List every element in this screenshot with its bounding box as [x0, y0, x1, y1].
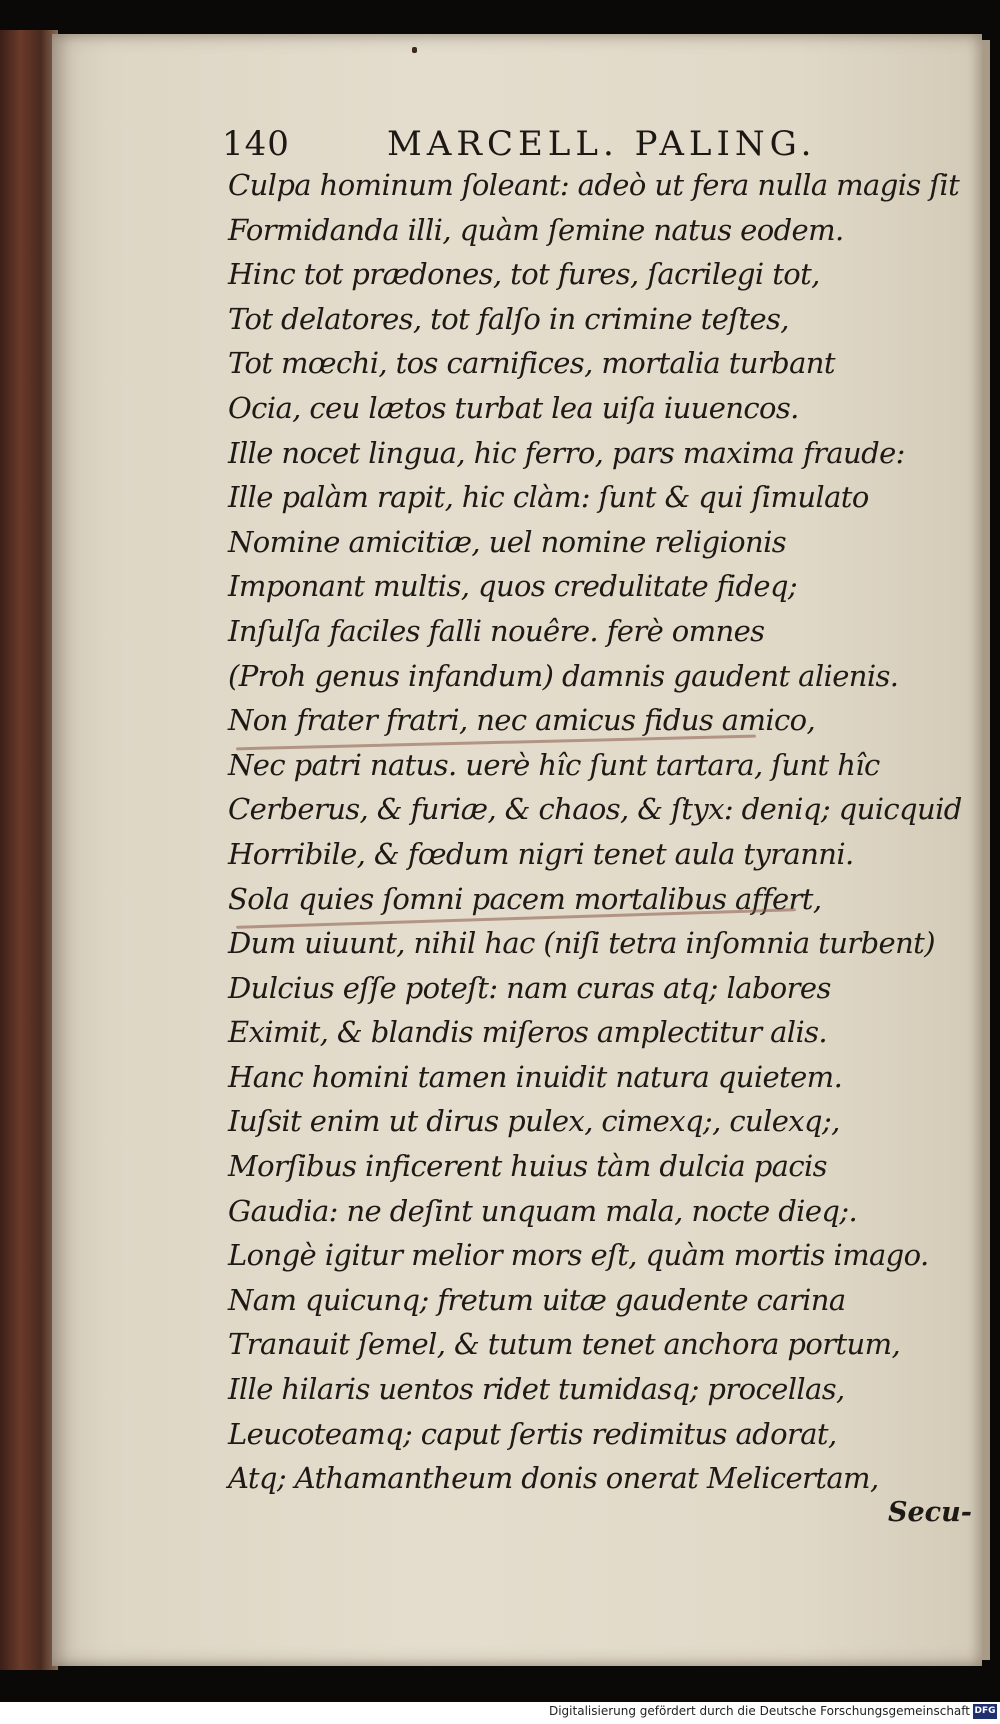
verse-line: Nam quicunq; fretum uitæ gaudente carina: [228, 1282, 846, 1317]
verse-line: Ille palàm rapit, hic clàm: ſunt & qui ſimulato: [228, 480, 869, 515]
verse-line: Cerberus, & furiæ, & chaos, & ſtyx: deniq; quicquid: [228, 792, 962, 827]
verse-line: Ille hilaris uentos ridet tumidasq; procellas,: [228, 1372, 845, 1407]
verse-line: Nomine amicitiæ, uel nomine religionis: [228, 524, 787, 559]
verse-line: Horribile, & fœdum nigri tenet aula tyranni.: [228, 836, 854, 871]
verse-line: Dulcius eſſe poteſt: nam curas atq; labores: [228, 970, 831, 1005]
verse-line: Ocia, ceu lætos turbat lea uiſa iuuencos.: [228, 390, 799, 425]
verse-line: Tot delatores, tot falſo in crimine teſtes,: [228, 301, 789, 336]
verse-text: [228, 163, 968, 1501]
funding-credit: Digitalisierung gefördert durch die Deutsche Forschungsgemeinschaft: [548, 1704, 970, 1718]
verse-line: Culpa hominum ſoleant: adeò ut fera nulla magis ſit: [228, 168, 960, 202]
verse-line: (Proh genus infandum) damnis gaudent alienis.: [228, 658, 899, 693]
verse-line: Dum uiuunt, nihil hac (niſi tetra inſomnia turbent): [228, 926, 935, 961]
book-binding: [0, 30, 58, 1670]
verse-line: Tot mœchi, tos carnifices, mortalia turbant: [228, 346, 835, 381]
verse-line: Gaudia: ne deſint unquam mala, nocte dieq;.: [228, 1193, 858, 1228]
verse-line: Tranauit ſemel, & tutum tenet anchora portum,: [228, 1327, 901, 1362]
page-edge: [982, 40, 990, 1660]
ink-mark: [412, 47, 417, 53]
verse-line: Ille nocet lingua, hic ferro, pars maxima fraude:: [228, 435, 905, 470]
running-title: MARCELL. PALING.: [387, 124, 817, 164]
verse-line: Longè igitur melior mors eſt, quàm mortis imago.: [228, 1238, 929, 1273]
catchword: Secu-: [888, 1497, 972, 1528]
verse-line: Formidanda illi, quàm ſemine natus eodem.: [228, 212, 844, 247]
verse-line: Sola quies ſomni pacem mortalibus affert,: [228, 881, 822, 916]
verse-line: Hinc tot prædones, tot fures, ſacrilegi tot,: [228, 257, 820, 292]
verse-line: Nec patri natus. uerè hîc ſunt tartara, ſunt hîc: [228, 747, 880, 782]
verse-line: Imponant multis, quos credulitate fideq;: [228, 569, 798, 604]
verse-line: Inſulſa faciles falli nouêre. ferè omnes: [228, 613, 765, 648]
verse-line: Non frater fratri, nec amicus fidus amico,: [228, 703, 816, 738]
running-head: [222, 124, 822, 164]
dfg-logo-icon: DFG: [973, 1704, 997, 1719]
verse-line: Iuſsit enim ut dirus pulex, cimexq;, culexq;,: [228, 1104, 840, 1139]
page-number: 140: [222, 124, 290, 164]
verse-line: Eximit, & blandis miſeros amplectitur alis.: [228, 1015, 828, 1050]
verse-line: Leucoteamq; caput ſertis redimitus adorat,: [228, 1416, 837, 1451]
verse-line: Hanc homini tamen inuidit natura quietem.: [228, 1059, 843, 1094]
verse-line: Morſibus inficerent huius tàm dulcia pacis: [228, 1149, 827, 1184]
verse-line: Atq; Athamantheum donis onerat Melicertam,: [228, 1461, 879, 1496]
